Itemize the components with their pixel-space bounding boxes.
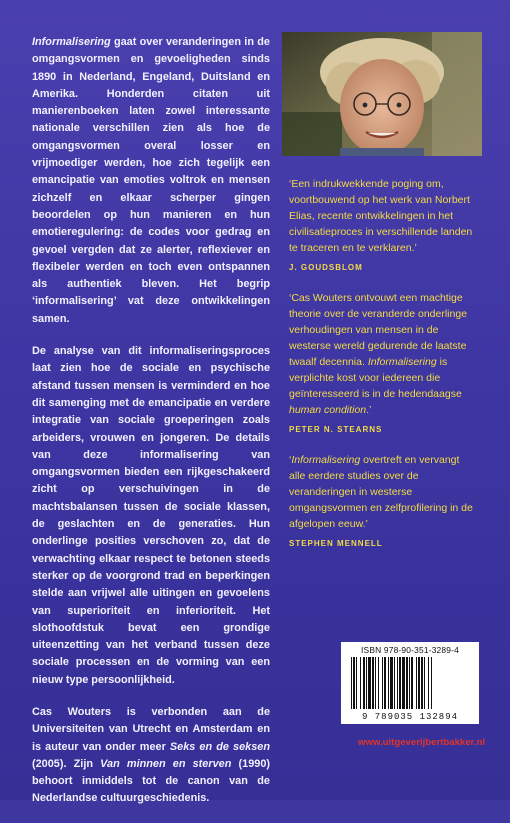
quote-italic-title: Informalisering <box>367 356 437 368</box>
author-bio <box>32 704 270 808</box>
quote-text-a: ‘Cas Wouters ontvouwt een machtige theorie over de veranderde onderlinge verhoudingen van mensen in de westerse wereld gedurende de laatste twaalf decennia. <box>289 292 468 368</box>
isbn-label: ISBN 978-90-351-3289-4 <box>361 645 459 655</box>
quotes-column <box>289 176 477 566</box>
quote-goudsblom <box>289 176 477 276</box>
quote-text-b: is verplichte kost voor iedereen die geïnteresseerd is in de hedendaagse <box>289 356 462 400</box>
blurb-column <box>32 34 270 823</box>
book-title-inline: Informalisering <box>32 36 111 48</box>
blurb-paragraph-2: De analyse van dit informaliseringsproces laat zien hoe de sociale en psychische afstand tussen mensen is verminderd en hoe dit samenging met de emancipatie en verdere integratie van sociale groeperingen zoals arbeiders, vrouwen en jongeren. De details van deze informalisering van omgangsvormen bieden een rijkgeschakeerd zicht op verschuivingen in de machtsbalansen tussen de sociale klassen, de geslachten en de generaties. Hun onderlinge posities verschoven zo, dat de verwachting elkaar respect te betonen steeds sterker op de voorgrond trad en beperkingen stelde aan vrijwel alle uitingen en gevoelens van superioriteit en inferioriteit. Het slothoofdstuk bevat een grondige uiteenzetting van het verband tussen deze sociale processen en de vorming van een nieuw type persoonlijkheid. <box>32 345 270 686</box>
author-bio-text-a: Cas Wouters is verbonden aan de Universiteiten van Utrecht en Amsterdam en is auteur van onder meer <box>32 705 270 753</box>
quote-text-b: overtreft en vervangt alle eerdere studies over de veranderingen in westerse omgangsvormen en zelfprofilering in de afgelopen eeuw.’ <box>289 454 473 530</box>
author-bio-text-c: (1990) behoort inmiddels tot de canon van de Nederlandse cultuurgeschiedenis. <box>32 757 271 805</box>
author-photo <box>282 32 482 156</box>
quote-mennell <box>289 452 477 552</box>
author-bio-book-2: Van minnen en sterven <box>100 757 232 770</box>
blurb-paragraph-1 <box>32 34 270 328</box>
quote-text-a: ‘ <box>289 454 292 466</box>
quote-text-c: .’ <box>366 404 372 416</box>
author-bio-book-1: Seks en de seksen <box>169 740 270 753</box>
isbn-barcode <box>341 642 479 724</box>
quote-author: STEPHEN MENNELL <box>289 539 383 548</box>
quote-text <box>289 290 477 418</box>
quote-text <box>289 452 477 532</box>
barcode-digits: 9 789035 132894 <box>361 712 458 722</box>
publisher-url[interactable]: www.uitgeverijbertbakker.nl <box>357 737 485 748</box>
quote-text: ‘Een indrukwekkende poging om, voortbouwend op het werk van Norbert Elias, recente ontwikkelingen in het civilisatieproces in verschillende landen te traceren en te verklaren.’ <box>289 178 473 254</box>
author-portrait-image <box>282 32 482 156</box>
quote-italic-title: Informalisering <box>291 454 361 466</box>
blurb-paragraph-1-text: gaat over veranderingen in de omgangsvormen en gevoeligheden sinds 1890 in Nederland, Engeland, Duitsland en Amerika. Honderden citaten uit manierenboeken laten zowel interessante nationale verschillen zien als hoe de omgangsvormen overal losser en vrijmoediger werden, hoe zich tegelijk een emancipatie van emoties voltrok en mensen zichzelf en elkaar scherper gingen beoordelen op hun manieren en hun emotieregulering: de codes voor gedrag en gevoel vergden dat ze alerter, reflexiever en flexibeler werden en toch even ontspannen als authentiek bleven. Het begrip ‘informalisering’ vat deze ontwikkelingen samen. <box>32 36 270 325</box>
quote-italic-phrase: human condition <box>289 404 367 416</box>
quote-author: PETER N. STEARNS <box>289 425 383 434</box>
quote-author: J. GOUDSBLOM <box>289 263 363 272</box>
quote-stearns <box>289 290 477 438</box>
author-bio-text-b: (2005). Zijn <box>32 757 101 770</box>
